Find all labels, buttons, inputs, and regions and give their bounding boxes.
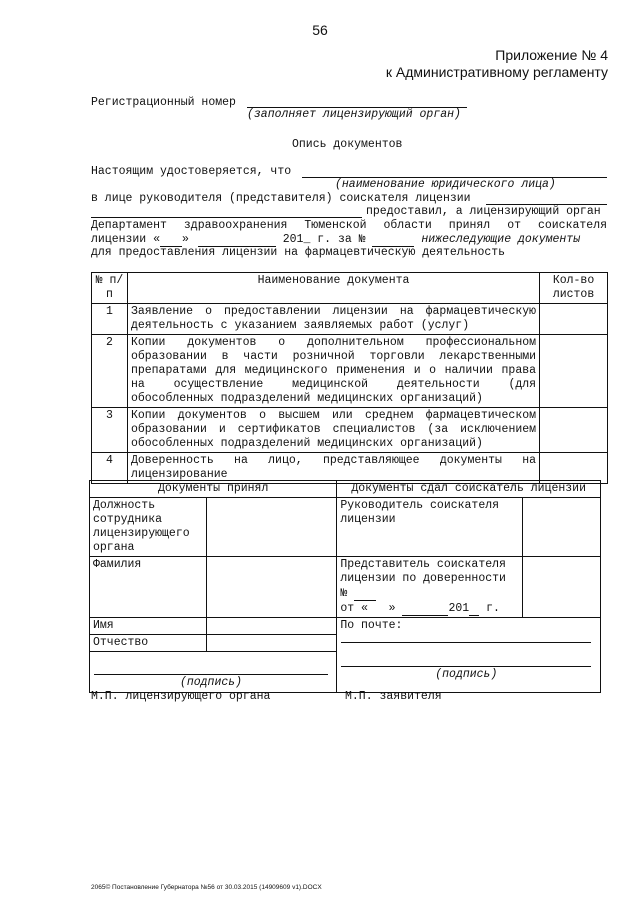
body-line-6 — [91, 232, 611, 247]
handover-row — [90, 618, 601, 635]
handover-table — [89, 480, 601, 693]
body-line-4: предоставил, а лицензирующий орган — [366, 205, 601, 218]
table-header-row — [92, 273, 608, 304]
row-num: 3 — [92, 408, 128, 453]
license-number-field — [372, 232, 414, 247]
row-name: Копии документов о дополнительном профессиональном образовании в части розничной торговли лекарственными препаратами для медицинского применения и о наличии права на осуществление медицинской деятельности (для обособленных подразделений медицинских организаций) — [127, 335, 539, 408]
proxy-year-suffix: г. — [486, 602, 500, 615]
doc-title: Опись документов — [292, 138, 403, 151]
documents-table — [91, 272, 608, 484]
handover-row — [90, 557, 601, 618]
body-line-3: в лице руководителя (представителя) соискателя лицензии — [91, 192, 471, 205]
name-value — [206, 618, 337, 635]
mail-line-2 — [341, 666, 591, 667]
col-header-name: Наименование документа — [127, 273, 539, 304]
by-mail-cell — [337, 618, 601, 693]
license-day-field — [160, 232, 182, 247]
legal-entity-note: (наименование юридического лица) — [335, 178, 556, 191]
body-line-1: Настоящим удостоверяется, что — [91, 165, 292, 178]
patronymic-label: Отчество — [90, 635, 207, 652]
proxy-date-prefix: от « — [340, 602, 368, 615]
row-num: 2 — [92, 335, 128, 408]
receiver-signature-note: (подпись) — [179, 676, 243, 689]
row-count — [540, 453, 608, 484]
representative-value — [523, 557, 601, 618]
head-value — [523, 498, 601, 557]
license-date-prefix: лицензии « — [91, 233, 161, 246]
submitted-header: Документы сдал соискатель лицензии — [337, 481, 601, 498]
receiver-signature-line — [94, 674, 328, 675]
table-row — [92, 304, 608, 335]
col-header-num: № п/п — [92, 273, 128, 304]
head-label: Руководитель соискателя лицензии — [337, 498, 523, 557]
proxy-month-field — [402, 601, 448, 616]
position-label: Должность сотрудника лицензирующего органа — [90, 498, 207, 557]
row-name: Копии документов о высшем или среднем фармацевтическом образовании и сертификатов специалистов (за исключением обособленных подразделений медицинских организаций) — [127, 408, 539, 453]
row-count — [540, 335, 608, 408]
proxy-year: 201 — [448, 602, 470, 615]
received-header: Документы принял — [90, 481, 337, 498]
patronymic-value — [206, 635, 337, 652]
registration-label: Регистрационный номер — [91, 96, 236, 109]
docs-following: нижеследующие документы — [421, 233, 581, 246]
license-date-quote: » — [182, 233, 189, 246]
representative-line-b — [91, 217, 362, 218]
handover-row — [90, 498, 601, 557]
license-month-field — [198, 232, 276, 247]
appendix-subtitle: к Административному регламенту — [385, 64, 608, 80]
proxy-year-field — [469, 601, 479, 616]
table-row — [92, 408, 608, 453]
name-label: Имя — [90, 618, 207, 635]
row-num: 1 — [92, 304, 128, 335]
row-count — [540, 304, 608, 335]
surname-label: Фамилия — [90, 557, 207, 618]
submitter-signature-note: (подпись) — [435, 668, 498, 681]
table-row — [92, 335, 608, 408]
representative-text: Представитель соискателя лицензии по доверенности № — [340, 558, 506, 600]
surname-value — [206, 557, 337, 618]
row-num: 4 — [92, 453, 128, 484]
row-name: Заявление о предоставлении лицензии на фармацевтическую деятельность с указанием заявляемых работ (услуг) — [127, 304, 539, 335]
by-mail-label: По почте: — [340, 619, 403, 632]
footer-small-print: 2065© Постановление Губернатора №56 от 30.03.2015 (14909609 v1).DOCX — [91, 884, 322, 891]
registration-note: (заполняет лицензирующий орган) — [247, 108, 461, 121]
proxy-number-field — [354, 586, 376, 601]
appendix-title: Приложение № 4 — [495, 47, 608, 63]
col-header-count: Кол-во листов — [540, 273, 608, 304]
mail-line-1 — [341, 642, 591, 643]
stamp-applicant: М.П. заявителя — [345, 690, 442, 703]
position-value — [206, 498, 337, 557]
page-number: 56 — [312, 22, 328, 38]
table-row — [92, 453, 608, 484]
proxy-date-quote: » — [388, 602, 396, 615]
receiver-signature-cell — [90, 652, 337, 693]
row-count — [540, 408, 608, 453]
body-line-7: для предоставления лицензии на фармацевтическую деятельность — [91, 246, 506, 259]
license-year: 201_ г. за № — [282, 233, 366, 246]
stamp-licensing-body: М.П. лицензирующего органа — [91, 690, 271, 703]
representative-label — [337, 557, 523, 618]
body-line-5: Департамент здравоохранения Тюменской области принял от соискателя — [91, 219, 607, 232]
handover-header-row — [90, 481, 601, 498]
row-name: Доверенность на лицо, представляющее документы на лицензирование — [127, 453, 539, 484]
